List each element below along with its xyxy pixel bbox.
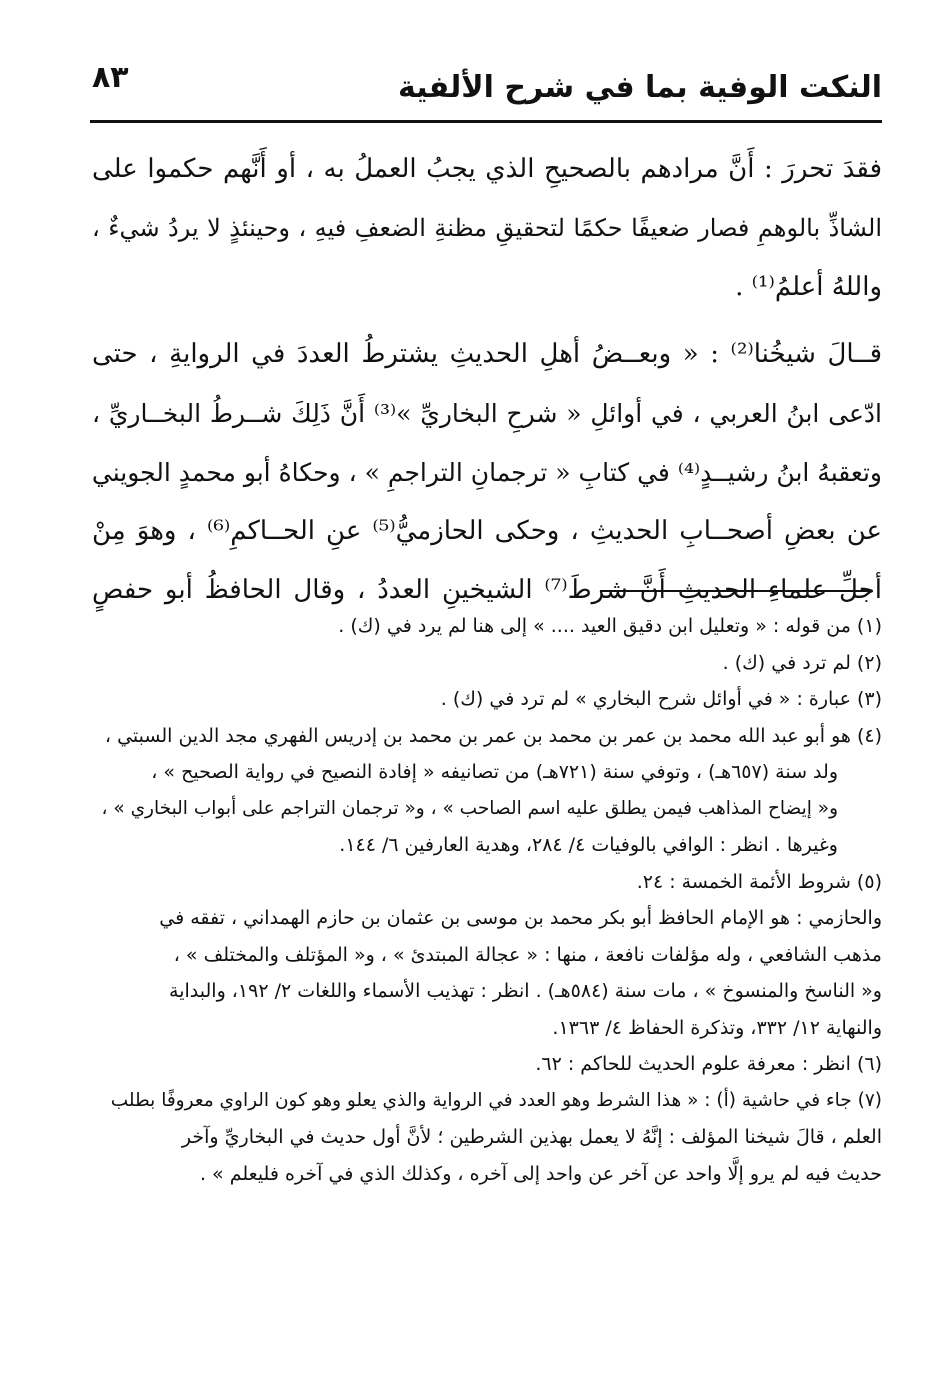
header-rule	[90, 120, 882, 123]
body-line: الشاذِّ بالوهمِ فصار ضعيفًا حكمًا لتحقيقِ مظنةِ الضعفِ فيهِ ، وحينئذٍ لا يردُ شيءٌ ،	[92, 214, 882, 242]
footnote-line: (٦) انظر : معرفة علوم الحديث للحاكم : ٦٢.	[535, 1053, 882, 1075]
footnote-line: (٤) هو أبو عبد الله محمد بن عمر بن محمد بن عمر بن محمد بن إدريس الفهري مجد الدين السبتي ،	[104, 724, 882, 747]
body-line: فقدَ تحررَ : أَنَّ مرادهم بالصحيحِ الذي يجبُ العملُ به ، أو أَنَّهم حكموا على	[92, 154, 882, 184]
body-line: قــالَ شيخُنا⁽²⁾ : « وبعــضُ أهلِ الحديثِ يشترطُ العددَ في الروايةِ ، حتى	[92, 339, 882, 369]
body-line: واللهُ أعلمُ⁽¹⁾ .	[735, 272, 882, 302]
paragraph-gap	[92, 317, 882, 325]
body-line: عن بعضِ أصحــابِ الحديثِ ، وحكى الحازميُّ⁽⁵⁾ عنِ الحــاكمِ⁽⁶⁾ ، وهوَ مِنْ	[92, 516, 882, 546]
footnote-line: والحازمي : هو الإمام الحافظ أبو بكر محمد بن موسى بن عثمان بن حازم الهمداني ، تفقه في	[159, 907, 882, 929]
footnotes	[92, 608, 882, 1192]
footnote-line: (٧) جاء في حاشية (أ) : « هذا الشرط وهو العدد في الرواية والذي يعلو وهو كون الراوي معروفًا بطلب	[110, 1089, 882, 1111]
footnote-line: (١) من قوله : « وتعليل ابن دقيق العيد .... » إلى هنا لم يرد في (ك) .	[338, 615, 882, 637]
body-line: ادّعى ابنُ العربي ، في أوائلِ « شرحِ البخاريِّ »⁽³⁾ أَنَّ ذَلِكَ شــرطُ البخــاريِّ ،	[92, 399, 882, 428]
body-line: أجلِّ علماءِ الحديثِ أَنَّ شرطَ⁽⁷⁾ الشيخينِ العددُ ، وقال الحافظُ أبو حفصٍ	[92, 575, 882, 605]
page-header	[92, 58, 882, 118]
footnote-line: ولد سنة (٦٥٧هـ) ، وتوفي سنة (٧٢١هـ) من تصانيفه « إفادة النصيح في رواية الصحيح » ،	[151, 761, 838, 783]
footnote-line: مذهب الشافعي ، وله مؤلفات نافعة ، منها : « عجالة المبتدئ » ، و« المؤتلف والمختلف » ،	[173, 943, 882, 966]
footnote-line: و« إيضاح المذاهب فيمن يطلق عليه اسم الصاحب » ، و« ترجمان التراجم على أبواب البخاري » ،	[101, 797, 838, 819]
page-number: ٨٣	[92, 60, 129, 95]
main-text	[92, 140, 882, 620]
footnote-line: والنهاية ١٢/ ٣٣٢، وتذكرة الحفاظ ٤/ ١٣٦٣.	[552, 1016, 882, 1039]
footnote-line: و« الناسخ والمنسوخ » ، مات سنة (٥٨٤هـ) . انظر : تهذيب الأسماء واللغات ٢/ ١٩٢، والبداية	[169, 980, 882, 1002]
footnote-separator	[600, 590, 870, 592]
footnote-line: (٢) لم ترد في (ك) .	[722, 651, 882, 674]
footnote-line: حديث فيه لم يرو إلَّا واحد عن آخر عن واحد إلى آخره ، وكذلك الذي في آخره فليعلم » .	[199, 1162, 882, 1185]
footnote-line: (٥) شروط الأئمة الخمسة : ٢٤.	[636, 870, 882, 893]
running-title: النكت الوفية بما في شرح الألفية	[398, 70, 882, 105]
body-line: وتعقبهُ ابنُ رشيــدٍ⁽⁴⁾ في كتابِ « ترجمانِ التراجمِ » ، وحكاهُ أبو محمدٍ الجويني	[91, 458, 882, 487]
footnote-line: العلم ، قالَ شيخنا المؤلف : إنَّهُ لا يعمل بهذين الشرطين ؛ لأنَّ أول حديث في البخاريِّ وآخر	[181, 1126, 882, 1148]
footnote-line: (٣) عبارة : « في أوائل شرح البخاري » لم ترد في (ك) .	[440, 688, 882, 710]
footnote-line: وغيرها . انظر : الوافي بالوفيات ٤/ ٢٨٤، وهدية العارفين ٦/ ١٤٤.	[339, 834, 838, 856]
